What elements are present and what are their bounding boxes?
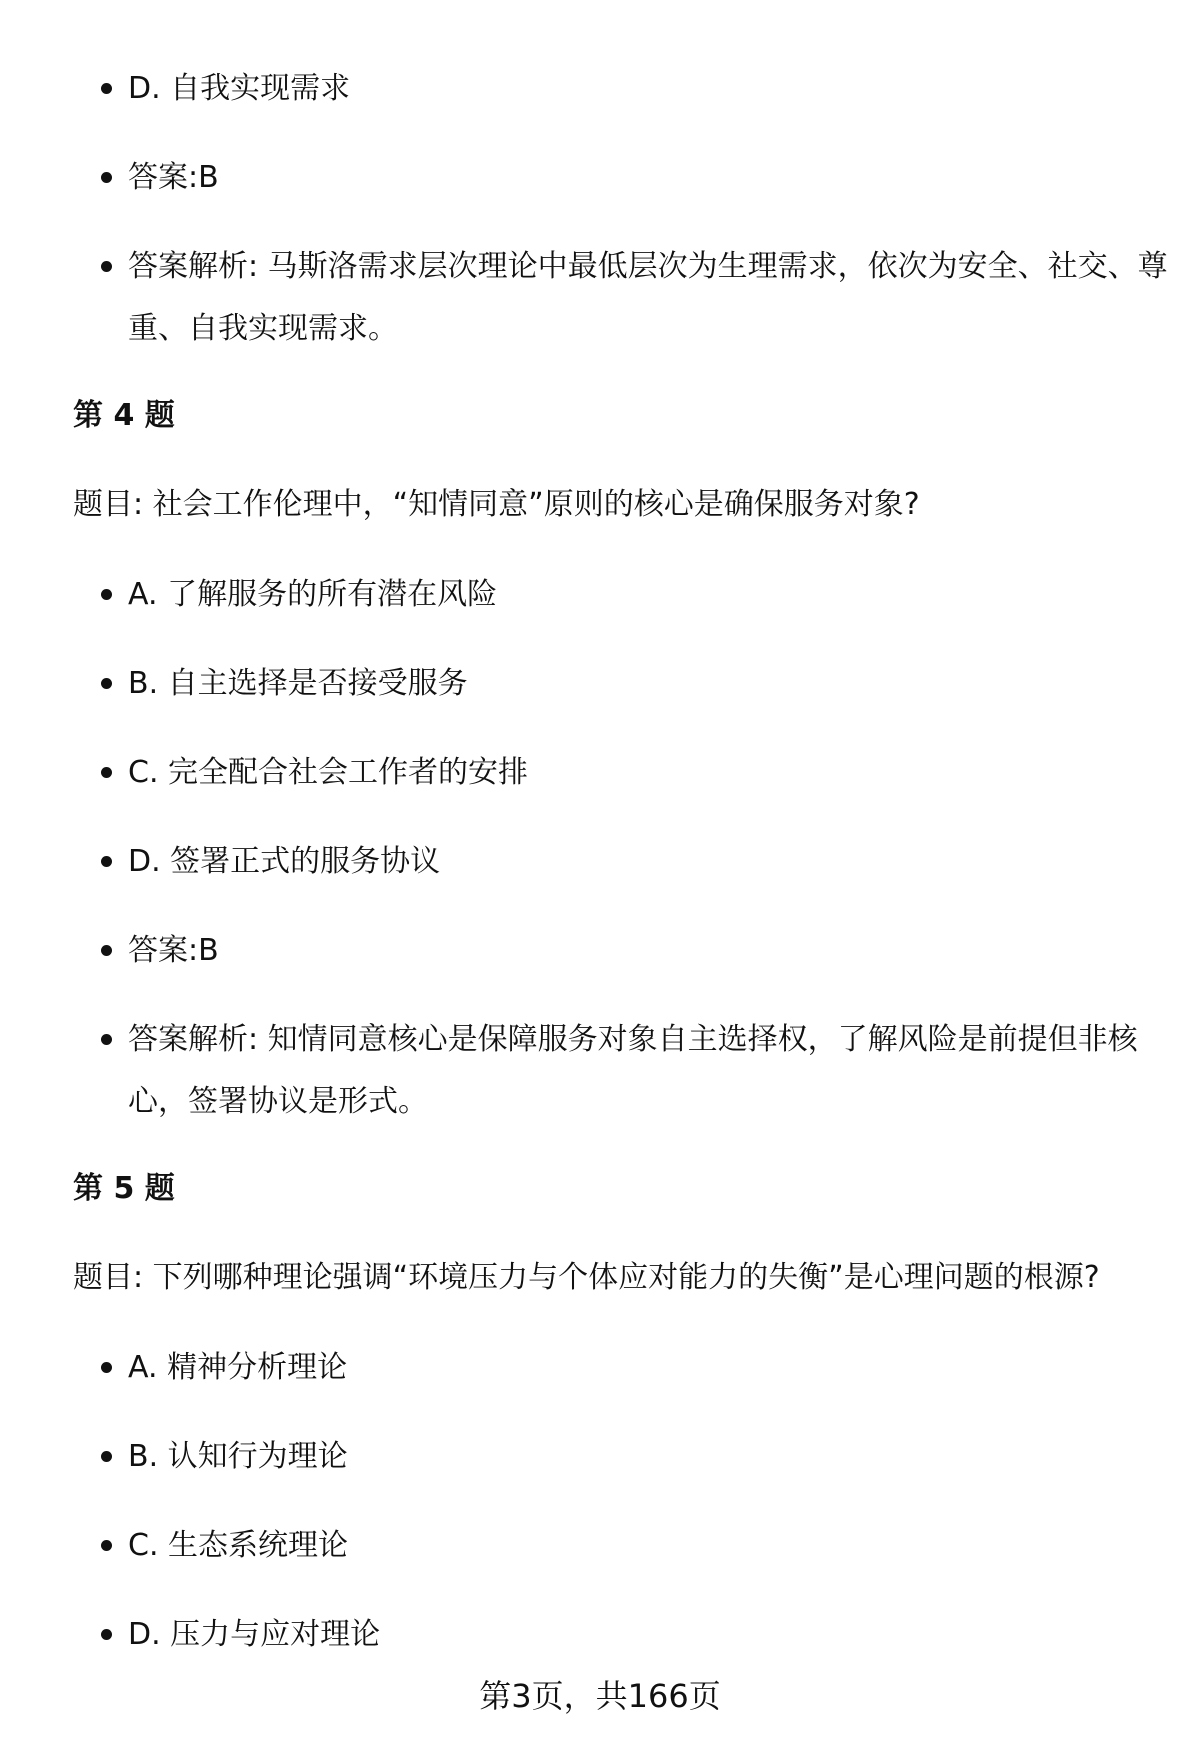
q5-option-c: C. 生态系统理论 [128,1515,1168,1577]
q4-option-d: D. 签署正式的服务协议 [128,831,1168,893]
q5-heading: 第 5 题 [73,1171,175,1206]
q5-stem: 题目: 下列哪种理论强调“环境压力与个体应对能力的失衡”是心理问题的根源? [73,1260,1100,1295]
q5-option-a: A. 精神分析理论 [128,1337,1168,1399]
prev-answer: 答案:B [128,147,1168,209]
q4-analysis: 答案解析: 知情同意核心是保障服务对象自主选择权，了解风险是前提但非核心，签署协议是形式。 [128,1009,1168,1133]
q4-stem: 题目: 社会工作伦理中，“知情同意”原则的核心是确保服务对象? [73,487,920,522]
q4-answer: 答案:B [128,920,1168,982]
q4-option-a: A. 了解服务的所有潜在风险 [128,564,1168,626]
q4-heading: 第 4 题 [73,398,175,433]
q4-option-b: B. 自主选择是否接受服务 [128,653,1168,715]
q5-option-d: D. 压力与应对理论 [128,1604,1168,1666]
q4-option-c: C. 完全配合社会工作者的安排 [128,742,1168,804]
prev-option-d: D. 自我实现需求 [128,58,1168,120]
q5-option-b: B. 认知行为理论 [128,1426,1168,1488]
page-number-footer: 第3页，共166页 [479,1677,721,1715]
prev-analysis: 答案解析: 马斯洛需求层次理论中最低层次为生理需求，依次为安全、社交、尊重、自我实现需求。 [128,236,1168,360]
